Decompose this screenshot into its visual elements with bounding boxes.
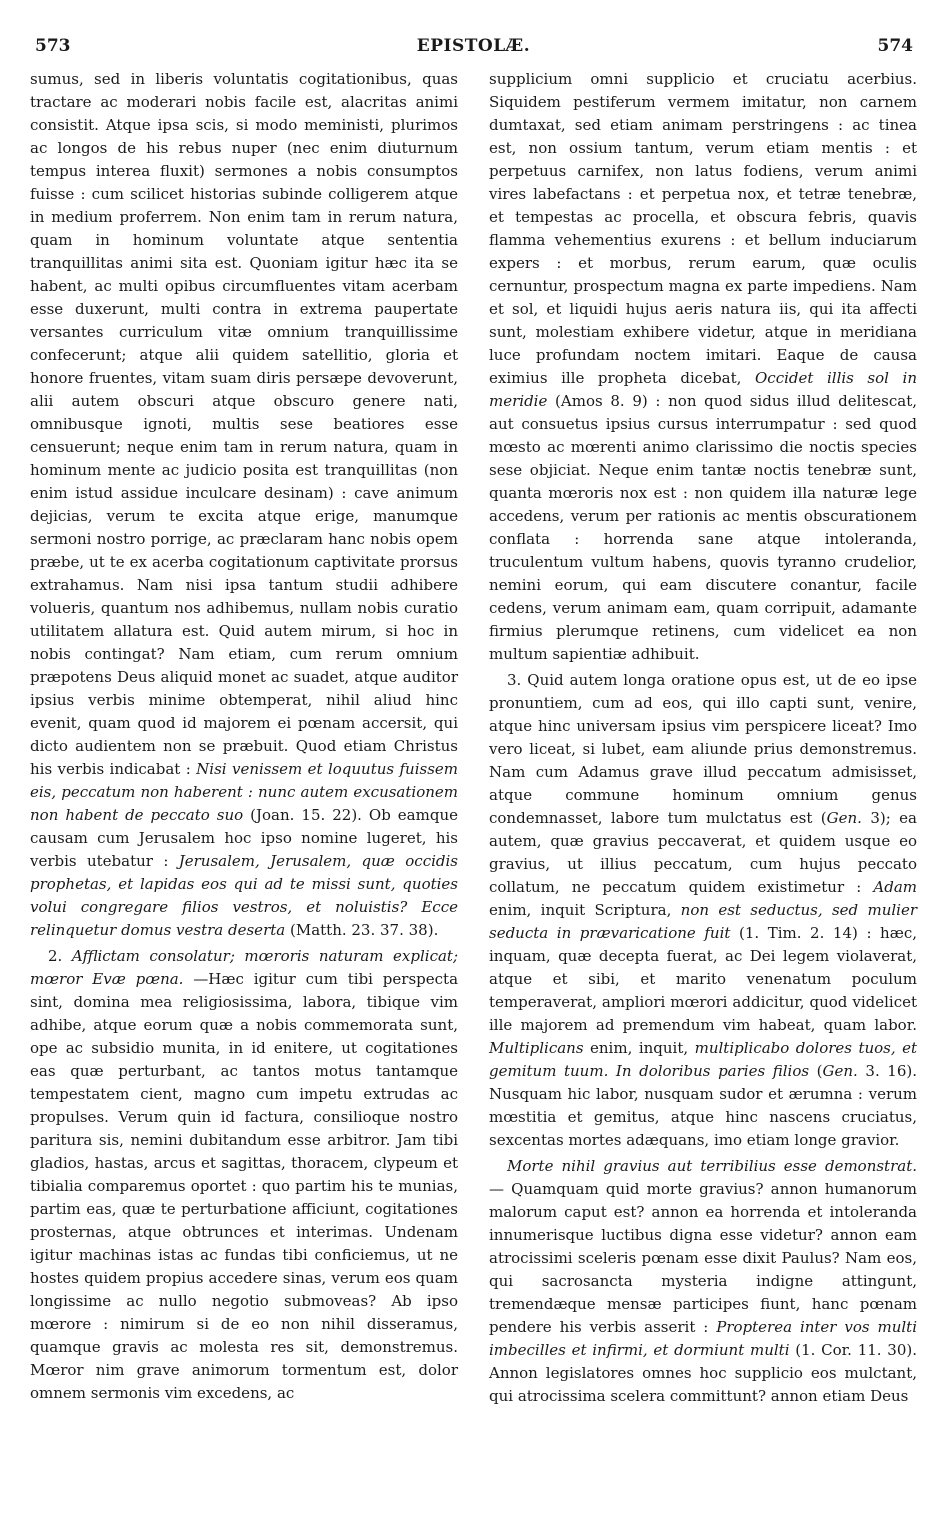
- scripture-quote: Propterea inter vos multi imbecilles et infirmi, et dormiunt multi: [489, 1318, 918, 1359]
- scripture-quote: Jerusalem, Jerusalem, quæ occidis prophetas, et lapidas eos qui ad te missi sunt, quoties volui congregare filios vestros, et noluistis? Ecce relinquetur domus vestra deserta: [30, 852, 458, 939]
- section-4: Morte nihil gravius aut terribilius esse demonstrat. — Quamquam quid morte gravius? annon humanorum malorum caput est? annon ea horrenda et intoleranda innumerisque luctibus digna esse videtur? annon eam atrocissimi sceleris pœnam esse dixit Paulus? Nam eos, qui sacrosancta mysteria indigne attingunt, tremendæque mensæ participes fiunt, hanc pœnam pendere his verbis asserit : Propterea inter vos multi imbecilles et infirmi, et dormiunt multi (1. Cor. 11. 30). Annon legislatores omnes hoc supplicio eos mulctant, qui atrocissima scelera committunt? annon etiam Deus: [489, 1157, 918, 1405]
- scripture-quote: Nisi venissem et loquutus fuissem eis, peccatum non haberent : nunc autem excusationem non habent de peccato suo: [30, 760, 458, 824]
- section-3: 3. Quid autem longa oratione opus est, ut de eo ipse pronuntiem, cum ad eos, qui illo capti sunt, venire, atque hinc universam ipsius vim perspicere liceat? Imo vero liceat, si lubet, eam aliunde prius demonstremus. Nam cum Adamus grave illud peccatum admisisset, atque commune hominum omnium genus condemnasset, labore tum mulctatus est (Gen. 3); ea autem, quæ gravius peccaverat, et quidem usque eo gravius, ut illius peccatum, cum hujus peccato collatum, ne peccatum quidem existimetur : Adam enim, inquit Scriptura, non est seductus, sed mulier seducta in prævaricatione fuit (1. Tim. 2. 14) : hæc, inquam, quæ decepta fuerat, ac Dei legem violaverat, atque et sibi, et marito venenatum poculum temperaverat, ampliori mœrori addicitur, quod videlicet ille majorem ad premendum vim habeat, quam labor. Multiplicans enim, inquit, multiplicabo dolores tuos, et gemitum tuum. In doloribus paries filios (Gen. 3. 16). Nusquam hic labor, nusquam sudor et ærumna : verum mœstitia et gemitus, atque hinc nascens cruciatus, sexcentas mortes adæquans, imo etiam longe gravior.: [489, 671, 917, 1149]
- page-number-left: 573: [35, 36, 71, 56]
- section-heading: Morte nihil gravius aut terribilius esse demonstrat.: [507, 1157, 917, 1175]
- running-title: EPISTOLÆ.: [416, 36, 531, 56]
- text-columns: [30, 68, 917, 1408]
- scripture-quote: non est seductus, sed mulier seducta in prævaricatione fuit: [489, 901, 917, 942]
- right-column: [489, 68, 917, 1408]
- section-2: 2. Afflictam consolatur; mœroris naturam explicat; mœror Evæ pœna. —Hæc igitur cum tibi perspecta sint, domina mea religiosissima, labora, tibique vim adhibe, atque eorum quæ a nobis commemorata sunt, ope ac subsidio munita, in id enitere, ut cogitationes eas quæ perturbant, ac tantos motus tantamque tempestatem cient, magno cum impetu extrudas ac propulses. Verum quin id factura, consilioque nostro paritura sis, nemini dubitandum esse arbitror. Jam tibi gladios, hastas, arcus et sagittas, thoracem, clypeum et tibialia comparemus oportet : quo partim his te munias, partim eas, quæ te perturbatione afficiunt, cogitationes prosternas, atque obtrunces et interimas. Undenam igitur machinas istas ac fundas tibi conficiemus, ut ne hostes quidem propius accedere sinas, verum eos quam longissime ac nullo negotio submoveas? Ab ipso mœrore : nimirum si de eo non nihil disseramus, quamque gravis ac molesta res sit, demonstremus. Mœror nim grave animorum tormentum est, dolor omnem sermonis vim excedens, ac: [30, 947, 459, 1402]
- section-heading: Afflictam consolatur; mœroris naturam explicat; mœror Evæ pœna.: [30, 947, 458, 988]
- scripture-quote: multiplicabo dolores tuos, et gemitum tuum. In doloribus paries filios: [489, 1039, 917, 1080]
- page-number-right: 574: [877, 36, 913, 56]
- scripture-quote: Occidet illis sol in meridie: [489, 369, 917, 410]
- section-number: 2.: [48, 947, 63, 965]
- paragraph: supplicium omni supplicio et cruciatu acerbius. Siquidem pestiferum vermem imitatur, non carnem dumtaxat, sed etiam animam perstringens : ac tinea est, non ossium tantum, verum etiam mentis : et perpetuus carnifex, non latus fodiens, verum animi vires labefactans : et perpetua nox, et tetræ tenebræ, et tempestas ac procella, et obscura febris, quavis flamma vehementius exurens : et bellum induciarum expers : et morbus, rerum earum, quæ oculis cernuntur, prospectum magna ex parte impediens. Nam et sol, et liquidi hujus aeris natura iis, qui ita affecti sunt, molestiam exhibere videtur, atque in meridiana luce profundam noctem imitari. Eaque de causa eximius ille propheta dicebat, Occidet illis sol in meridie (Amos 8. 9) : non quod sidus illud delitescat, aut consuetus ipsius cursus interrumpatur : sed quod mœsto ac mœrenti animo clarissimo die noctis species sese objiciat. Neque enim tantæ noctis tenebræ sunt, quanta mœroris nox est : non quidem illa naturæ lege accedens, verum per rationis ac mentis obscurationem conflata : horrenda sane atque intoleranda, truculentum vultum habens, quovis tyranno crudelior, nemini eorum, qui eam discutere conantur, facile cedens, verum animam eam, quam corripuit, adamante firmius plerumque retinens, cum videlicet ea non multum sapientiæ adhibuit.: [489, 70, 917, 663]
- left-column: [30, 68, 458, 1408]
- paragraph: sumus, sed in liberis voluntatis cogitationibus, quas tractare ac moderari nobis facile est, alacritas animi consistit. Atque ipsa scis, si modo meministi, plurimos ac longos de his rebus nuper (nec enim diuturnum tempus interea fluxit) sermones a nobis consumptos fuisse : cum scilicet historias subinde colligerem atque in medium proferrem. Non enim tam in rerum natura, quam in hominum voluntate atque sententia tranquillitas animi sita est. Quoniam igitur hæc ita se habent, ac multi opibus circumfluentes vitam acerbam esse duxerunt, multi contra in extrema paupertate versantes curriculum vitæ omnium tranquillissime confecerunt; atque alii quidem satellitio, gloria et honore fruentes, vitam suam diris persæpe devoverunt, alii autem obscuri atque obscuro genere nati, omnibusque ignoti, multis sese beatiores esse censuerunt; neque enim tam in rerum natura, quam in hominum mente ac judicio posita est tranquillitas (non enim istud assidue inculcare desinam) : cave animum dejicias, verum te excita atque erige, manumque sermoni nostro porrige, ac præclaram hanc nobis opem præbe, ut te ex acerba cogitationum captivitate prorsus extrahamus. Nam nisi ipsa tantum studii adhibere volueris, quantum nos adhibemus, nullam nobis curatio utilitatem allatura est. Quid autem mirum, si hoc in nobis contingat? Nam etiam, cum rerum omnium præpotens Deus aliquid monet ac suadet, atque auditor ipsius verbis minime obtemperat, nihil aliud hinc evenit, quam quod id majorem ei pœnam accersit, qui dicto audientem non se præbuit. Quod etiam Christus his verbis indicabat : Nisi venissem et loquutus fuissem eis, peccatum non haberent : nunc autem excusationem non habent de peccato suo (Joan. 15. 22). Ob eamque causam cum Jerusalem hoc ipso nomine lugeret, his verbis utebatur : Jerusalem, Jerusalem, quæ occidis prophetas, et lapidas eos qui ad te missi sunt, quoties volui congregare filios vestros, et noluistis? Ecce relinquetur domus vestra deserta (Matth. 23. 37. 38).: [30, 70, 458, 939]
- running-header: [30, 30, 917, 60]
